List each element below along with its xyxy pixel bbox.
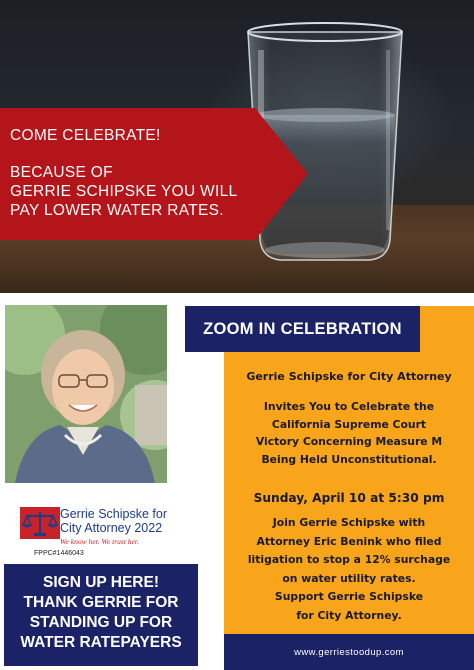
join-line-1: Join Gerrie Schipske with bbox=[272, 516, 426, 529]
event-date: Sunday, April 10 at 5:30 pm bbox=[253, 491, 445, 505]
signup-line-4: WATER RATEPAYERS bbox=[20, 634, 182, 651]
scales-of-justice-icon bbox=[20, 507, 60, 539]
join-line-6: for City Attorney. bbox=[296, 608, 402, 622]
invitation-text bbox=[224, 398, 474, 468]
logo-name-line-2: City Attorney 2022 bbox=[60, 521, 163, 535]
logo-tagline: We know her. We trust her. bbox=[60, 537, 139, 546]
join-line-4: on water utility rates. bbox=[282, 571, 416, 585]
banner-line-1: COME CELEBRATE! bbox=[10, 127, 161, 144]
zoom-heading: ZOOM IN CELEBRATION bbox=[185, 306, 420, 352]
sign-up-button[interactable] bbox=[4, 564, 198, 666]
invite-line-4: Being Held Unconstitutional. bbox=[261, 452, 437, 466]
join-line-3: litigation to stop a 12% surchage bbox=[247, 553, 451, 566]
join-line-5: Support Gerrie Schipske bbox=[274, 590, 424, 603]
hero-photo bbox=[0, 0, 474, 293]
banner-line-3: GERRIE SCHIPSKE YOU WILL bbox=[10, 183, 238, 200]
campaign-logo bbox=[20, 505, 167, 561]
celebrate-banner bbox=[0, 108, 308, 240]
signup-line-2: THANK GERRIE FOR bbox=[23, 594, 179, 611]
fppc-number: FPPC#1446043 bbox=[34, 550, 84, 557]
invite-line-2: California Supreme Court bbox=[271, 417, 427, 431]
candidate-title: Gerrie Schipske for City Attorney bbox=[246, 370, 452, 383]
event-description bbox=[224, 514, 474, 625]
signup-line-1: SIGN UP HERE! bbox=[43, 574, 159, 591]
invite-line-1: Invites You to Celebrate the bbox=[263, 400, 435, 413]
candidate-portrait bbox=[5, 305, 167, 483]
logo-name-line-1: Gerrie Schipske for bbox=[60, 507, 167, 521]
signup-line-3: STANDING UP FOR bbox=[29, 614, 173, 631]
banner-line-2: BECAUSE OF bbox=[10, 164, 113, 181]
website-link[interactable]: www.gerriestoodup.com bbox=[224, 634, 474, 670]
join-line-2: Attorney Eric Benink who filed bbox=[256, 534, 442, 548]
invite-line-3: Victory Concerning Measure M bbox=[255, 435, 443, 448]
banner-line-4: PAY LOWER WATER RATES. bbox=[10, 202, 224, 219]
